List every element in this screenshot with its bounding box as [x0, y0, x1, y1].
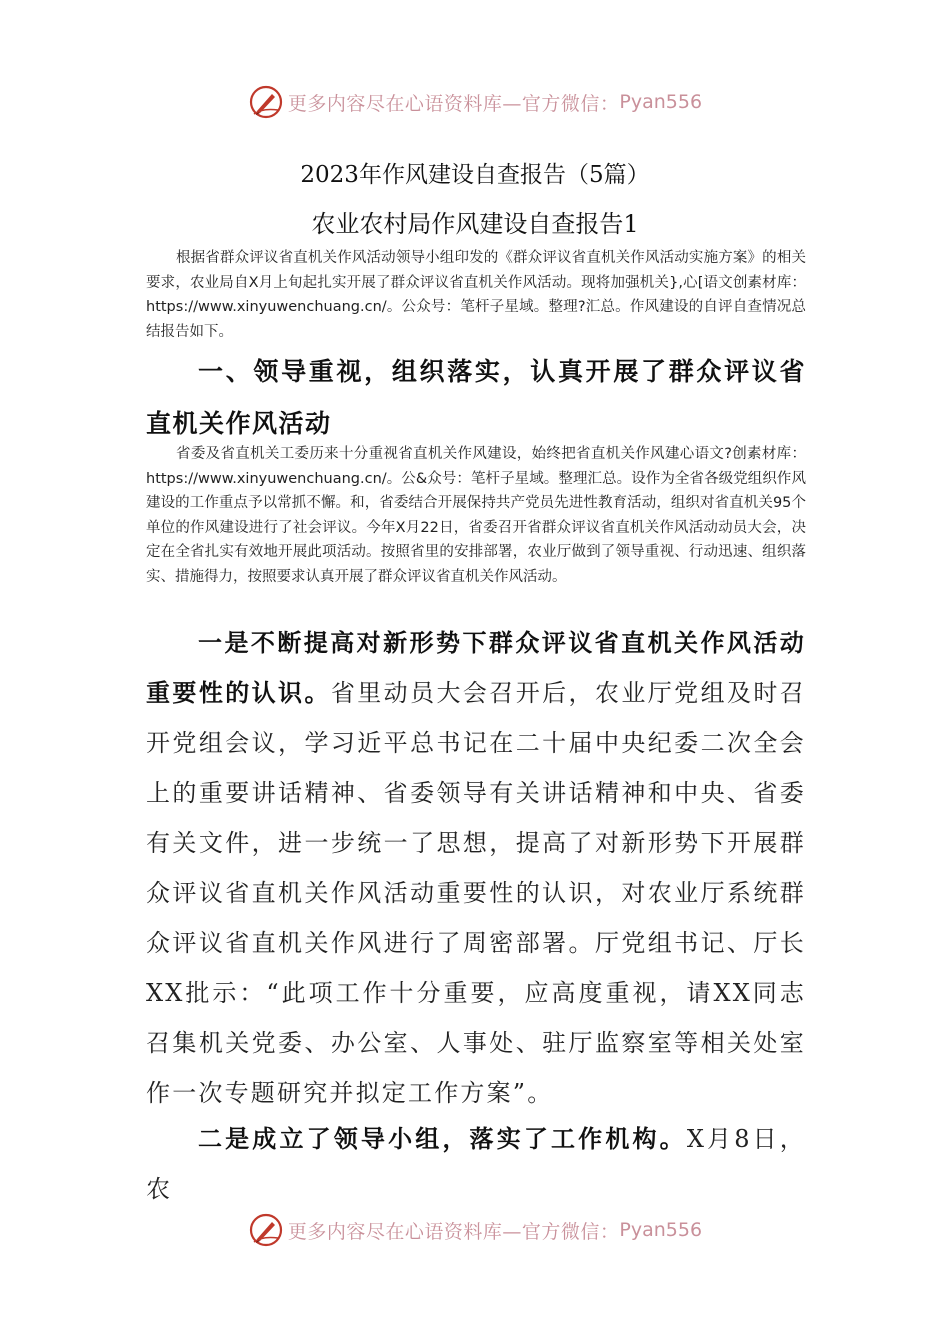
document-title: 2023年作风建设自查报告（5篇）: [300, 162, 650, 188]
banner-text: 更多内容尽在心语资料库—官方微信：: [287, 1220, 620, 1243]
banner-text: 更多内容尽在心语资料库—官方微信：: [287, 92, 620, 115]
paragraph-2: [146, 618, 806, 1118]
paragraph-2-body: 省里动员大会召开后，农业厅党组及时召开党组会议，学习近平总书记在二十届中央纪委二次全会上的重要讲话精神、省委领导有关讲话精神和中央、省委有关文件，进一步统一了思想，提高了对新形势下开展群众评议省直机关作风活动重要性的认识，对农业厅系统群众评议省直机关作风进行了周密部署。厅党组书记、厅长XX批示：“此项工作十分重要，应高度重视，请XX同志召集机关党委、办公室、人事处、驻厅监察室等相关处室作一次专题研究并拟定工作方案”。: [146, 679, 806, 1107]
footer-banner: [0, 1210, 950, 1250]
heading-1: 一、领导重视，组织落实，认真开展了群众评议省直机关作风活动: [146, 357, 806, 438]
paragraph-3-lead: 二是成立了领导小组，落实了工作机构。: [198, 1124, 687, 1153]
paragraph-3: [146, 1114, 806, 1214]
section-title: 农业农村局作风建设自查报告1: [311, 210, 639, 238]
header-banner: [0, 82, 950, 122]
pen-logo-icon: [248, 84, 284, 120]
wechat-id: Pyan556: [619, 1219, 703, 1241]
paragraph-1: 省委及省直机关工委历来十分重视省直机关作风建设，始终把省直机关作风建心语文?创素材库：https://www.xinyuwenchuang.cn/。公&众号：笔杆子星域。整理汇总。设作为全省各级党组织作风建设的工作重点予以常抓不懈。和，省委结合开展保持共产党员先进性教育活动，组织对省直机关95个单位的作风建设进行了社会评议。今年X月22日，省委召开省群众评议省直机关作风活动动员大会，决定在全省扎实有效地开展此项活动。按照省里的安排部署，农业厅做到了领导重视、行动迅速、组织落实、措施得力，按照要求认真开展了群众评议省直机关作风活动。: [146, 446, 806, 585]
pen-logo-icon: [248, 1212, 284, 1248]
paragraph-3-body: X月8日，农: [146, 1125, 806, 1203]
intro-paragraph: 根据省群众评议省直机关作风活动领导小组印发的《群众评议省直机关作风活动实施方案》的相关要求，农业局自X月上旬起扎实开展了群众评议省直机关作风活动。现将加强机关},心[语文创素材库：https://www.xinyuwenchuang.cn/。公众号：笔杆子星域。整理?汇总。作风建设的自评自查情况总结报告如下。: [146, 250, 806, 340]
paragraph-2-lead: 一是不断提高对新形势下群众评议省直机关作风活动重要性的认识。: [146, 628, 806, 707]
wechat-id: Pyan556: [619, 91, 703, 113]
